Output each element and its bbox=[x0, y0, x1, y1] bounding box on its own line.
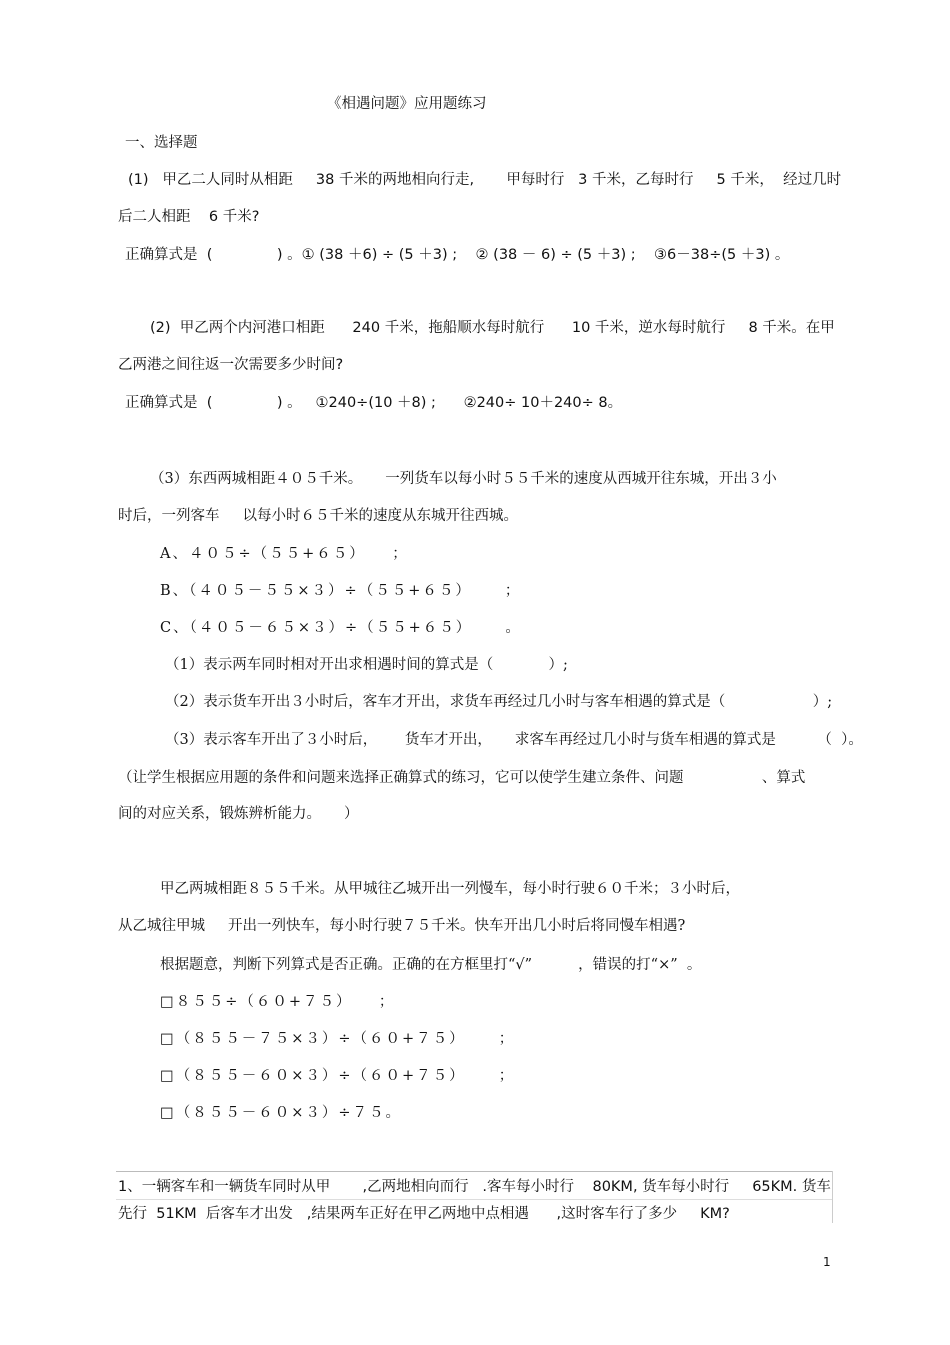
q3-line1: （3）东西两城相距４０５千米。 一列货车以每小时５５千米的速度从西城开往东城，开出３小 bbox=[150, 471, 777, 487]
q1-line2: 后二人相距 6 千米? bbox=[118, 209, 260, 225]
q3-sub2: （2）表示货车开出３小时后，客车才开出，求货车再经过几小时与客车相遇的算式是（ ）; bbox=[165, 694, 833, 710]
q2-formula-options: 正确算式是 ( ) 。 ①240÷(10 ＋8) ; ②240÷ 10＋240÷ 8。 bbox=[125, 395, 623, 411]
q3-note-line2: 间的对应关系，锻炼辨析能力。 ） bbox=[118, 806, 359, 822]
q3-option-b: B、（４０５－５５×３）÷（５５+６５） ； bbox=[160, 583, 522, 599]
q4-checkbox-option-2: □（８５５－７５×３）÷（６０+７５） ； bbox=[160, 1031, 516, 1047]
page-number: 1 bbox=[823, 1255, 831, 1269]
q3-option-a: A、４０５÷（５５+６５） ； bbox=[160, 546, 409, 562]
q3-line2: 时后，一列客车 以每小时６５千米的速度从东城开往西城。 bbox=[118, 508, 519, 524]
q2-line1: (2) 甲乙两个内河港口相距 240 千米，拖船顺水每时航行 10 千米，逆水每时航行 8 千米。在甲 bbox=[150, 320, 835, 336]
q4-checkbox-option-4: □（８５５－６０×３）÷７５。 bbox=[160, 1105, 402, 1121]
q4-line2: 从乙城往甲城 开出一列快车，每小时行驶７５千米。快车开出几小时后将同慢车相遇? bbox=[118, 918, 686, 934]
q5-line2: 先行 51KM 后客车才出发 ,结果两车正好在甲乙两地中点相遇 ,这时客车行了多少 KM? bbox=[118, 1206, 730, 1222]
q4-line1: 甲乙两城相距８５５千米。从甲城往乙城开出一列慢车，每小时行驶６０千米；３小时后， bbox=[160, 881, 740, 897]
q1-formula-options: 正确算式是 ( ) 。① (38 ＋6) ÷ (5 ＋3) ; ② (38 － 6) ÷ (5 ＋3) ; ③6－38÷(5 ＋3) 。 bbox=[125, 247, 790, 263]
q3-option-c: C、（４０５－６５×３）÷（５５+６５） 。 bbox=[160, 620, 522, 636]
q4-instruction: 根据题意，判断下列算式是否正确。正确的在方框里打“√” ，错误的打“×” 。 bbox=[160, 957, 702, 973]
q4-checkbox-option-3: □（８５５－６０×３）÷（６０+７５） ； bbox=[160, 1068, 516, 1084]
q3-sub1: （1）表示两车同时相对开出求相遇时间的算式是（ ）; bbox=[165, 657, 568, 673]
q1-line1: (1) 甲乙二人同时从相距 38 千米的两地相向行走, 甲每时行 3 千米，乙每时行 5 千米， 经过几时 bbox=[128, 172, 842, 188]
q5-top-rule bbox=[116, 1171, 833, 1172]
page-title: 《相遇问题》应用题练习 bbox=[327, 96, 487, 112]
q5-line1: 1、一辆客车和一辆货车同时从甲 ,乙两地相向而行 .客车每小时行 80KM, 货车每小时行 65KM. 货车 bbox=[118, 1179, 831, 1195]
q4-checkbox-option-1: □８５５÷（６０+７５） ； bbox=[160, 994, 396, 1010]
section-heading: 一、选择题 bbox=[125, 135, 198, 151]
q5-mid-rule bbox=[116, 1199, 833, 1200]
q5-right-rule bbox=[832, 1171, 833, 1223]
q3-sub3: （3）表示客车开出了３小时后， 货车才开出， 求客车再经过几小时与货车相遇的算式是 （ ）。 bbox=[165, 732, 863, 748]
q2-line2: 乙两港之间往返一次需要多少时间? bbox=[118, 357, 344, 373]
q3-note-line1: （让学生根据应用题的条件和问题来选择正确算式的练习，它可以使学生建立条件、问题 、算式 bbox=[118, 770, 806, 786]
